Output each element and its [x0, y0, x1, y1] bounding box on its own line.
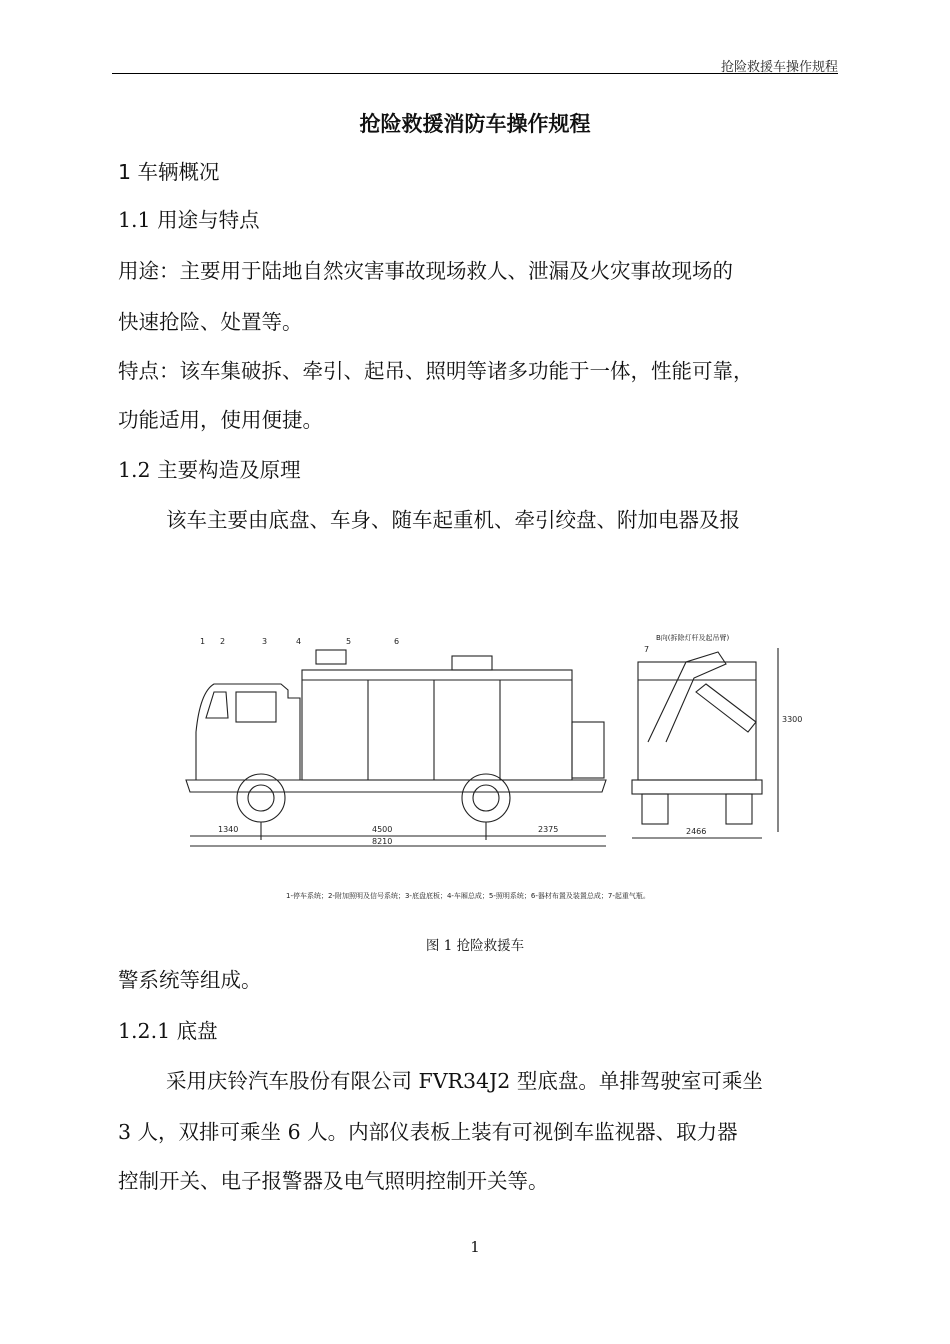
document-title: 抢险救援消防车操作规程 [359, 111, 591, 136]
paragraph-line: 采用庆铃汽车股份有限公司 FVR34J2 型底盘。单排驾驶室可乘坐 [166, 1069, 763, 1093]
paragraph-line: 快速抢险、处置等。 [118, 310, 303, 334]
rear-view-label: B向(拆除灯杆及起吊臂) [656, 634, 730, 642]
section-heading-1-1: 1.1 用途与特点 [118, 208, 260, 232]
running-header: 抢险救援车操作规程 [720, 60, 838, 75]
callout-label: 5 [346, 637, 352, 646]
callout-label: 6 [394, 637, 400, 646]
callout-label: 3 [262, 637, 268, 646]
section-heading-1-2-1: 1.2.1 底盘 [118, 1019, 218, 1043]
section-heading-1: 1 车辆概况 [118, 160, 220, 184]
figure-legend: 1-停车系统；2-附加照明及信号系统；3-底盘底板；4-车厢总成；5-照明系统；6-器材布置及装置总成；7-起重气瓶。 [286, 892, 650, 900]
dimension-label: 4500 [372, 825, 393, 834]
figure-vehicle-drawing [166, 592, 803, 918]
page-number: 1 [470, 1238, 480, 1256]
callout-label: 4 [296, 637, 302, 646]
dimension-label: 3300 [782, 715, 803, 724]
figure-caption: 图 1 抢险救援车 [425, 938, 525, 954]
dimension-label: 1340 [218, 825, 239, 834]
header-rule [112, 73, 838, 74]
paragraph-line: 特点：该车集破拆、牵引、起吊、照明等诸多功能于一体，性能可靠， [118, 359, 754, 383]
paragraph-line: 3 人，双排可乘坐 6 人。内部仪表板上装有可视倒车监视器、取力器 [118, 1120, 738, 1144]
dimension-label: 2466 [686, 827, 707, 836]
paragraph-line: 该车主要由底盘、车身、随车起重机、牵引绞盘、附加电器及报 [166, 508, 740, 532]
callout-label: 7 [644, 645, 650, 654]
callout-label: 1 [200, 637, 206, 646]
dimension-label: 8210 [372, 837, 393, 846]
paragraph-line: 功能适用，使用便捷。 [118, 408, 323, 432]
section-heading-1-2: 1.2 主要构造及原理 [118, 458, 301, 482]
dimension-label: 2375 [538, 825, 559, 834]
paragraph-line: 警系统等组成。 [118, 968, 262, 992]
paragraph-line: 用途：主要用于陆地自然灾害事故现场救人、泄漏及火灾事故现场的 [118, 259, 733, 283]
callout-label: 2 [220, 637, 226, 646]
paragraph-line: 控制开关、电子报警器及电气照明控制开关等。 [118, 1169, 549, 1193]
